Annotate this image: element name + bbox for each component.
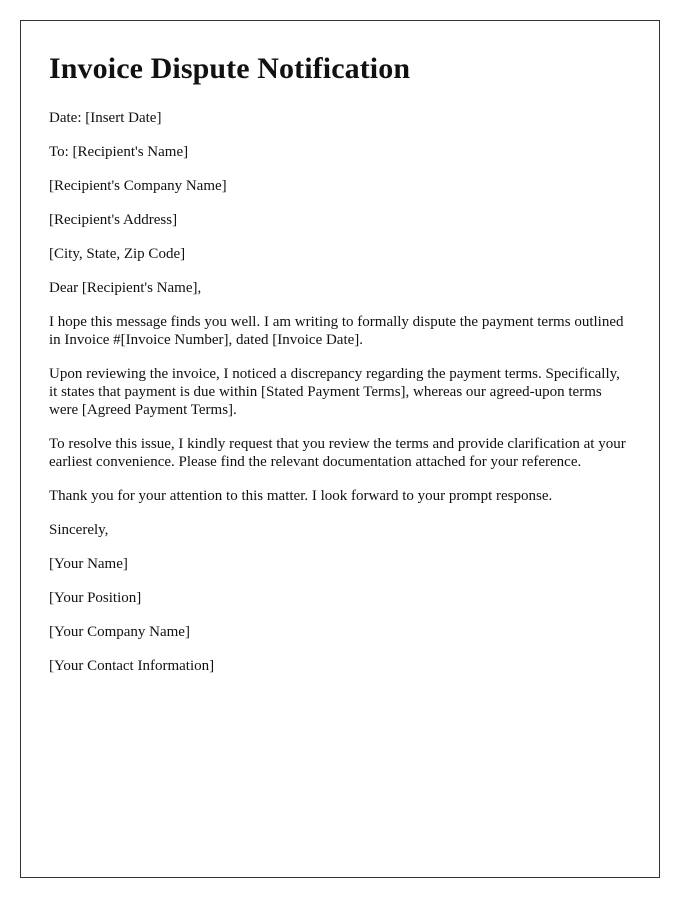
salutation: Dear [Recipient's Name], — [49, 280, 202, 296]
body-paragraph-1: I hope this message finds you well. I am writing to formally dispute the payment terms outlined in Invoice #[Invoice Number], dated [Invoice Date]. — [49, 314, 624, 348]
recipient-name-line: To: [Recipient's Name] — [49, 144, 189, 160]
body-paragraph-4: Thank you for your attention to this matter. I look forward to your prompt response. — [49, 488, 553, 504]
date-line: Date: [Insert Date] — [49, 110, 162, 126]
sender-name: [Your Name] — [49, 556, 128, 572]
page-title: Invoice Dispute Notification — [49, 52, 411, 85]
recipient-city-line: [City, State, Zip Code] — [49, 246, 186, 262]
sender-position: [Your Position] — [49, 590, 142, 606]
sender-company: [Your Company Name] — [49, 624, 190, 640]
closing: Sincerely, — [49, 522, 109, 538]
letter-page — [20, 20, 660, 878]
body-paragraph-2: Upon reviewing the invoice, I noticed a discrepancy regarding the payment terms. Specifically, it states that payment is due within [Stated Payment Terms], whereas our agreed-upon terms were [Agreed Payment Terms]. — [49, 366, 620, 418]
body-paragraph-3: To resolve this issue, I kindly request that you review the terms and provide clarification at your earliest convenience. Please find the relevant documentation attached for your reference. — [49, 436, 626, 470]
recipient-address-line: [Recipient's Address] — [49, 212, 178, 228]
recipient-company-line: [Recipient's Company Name] — [49, 178, 227, 194]
sender-contact: [Your Contact Information] — [49, 658, 215, 674]
